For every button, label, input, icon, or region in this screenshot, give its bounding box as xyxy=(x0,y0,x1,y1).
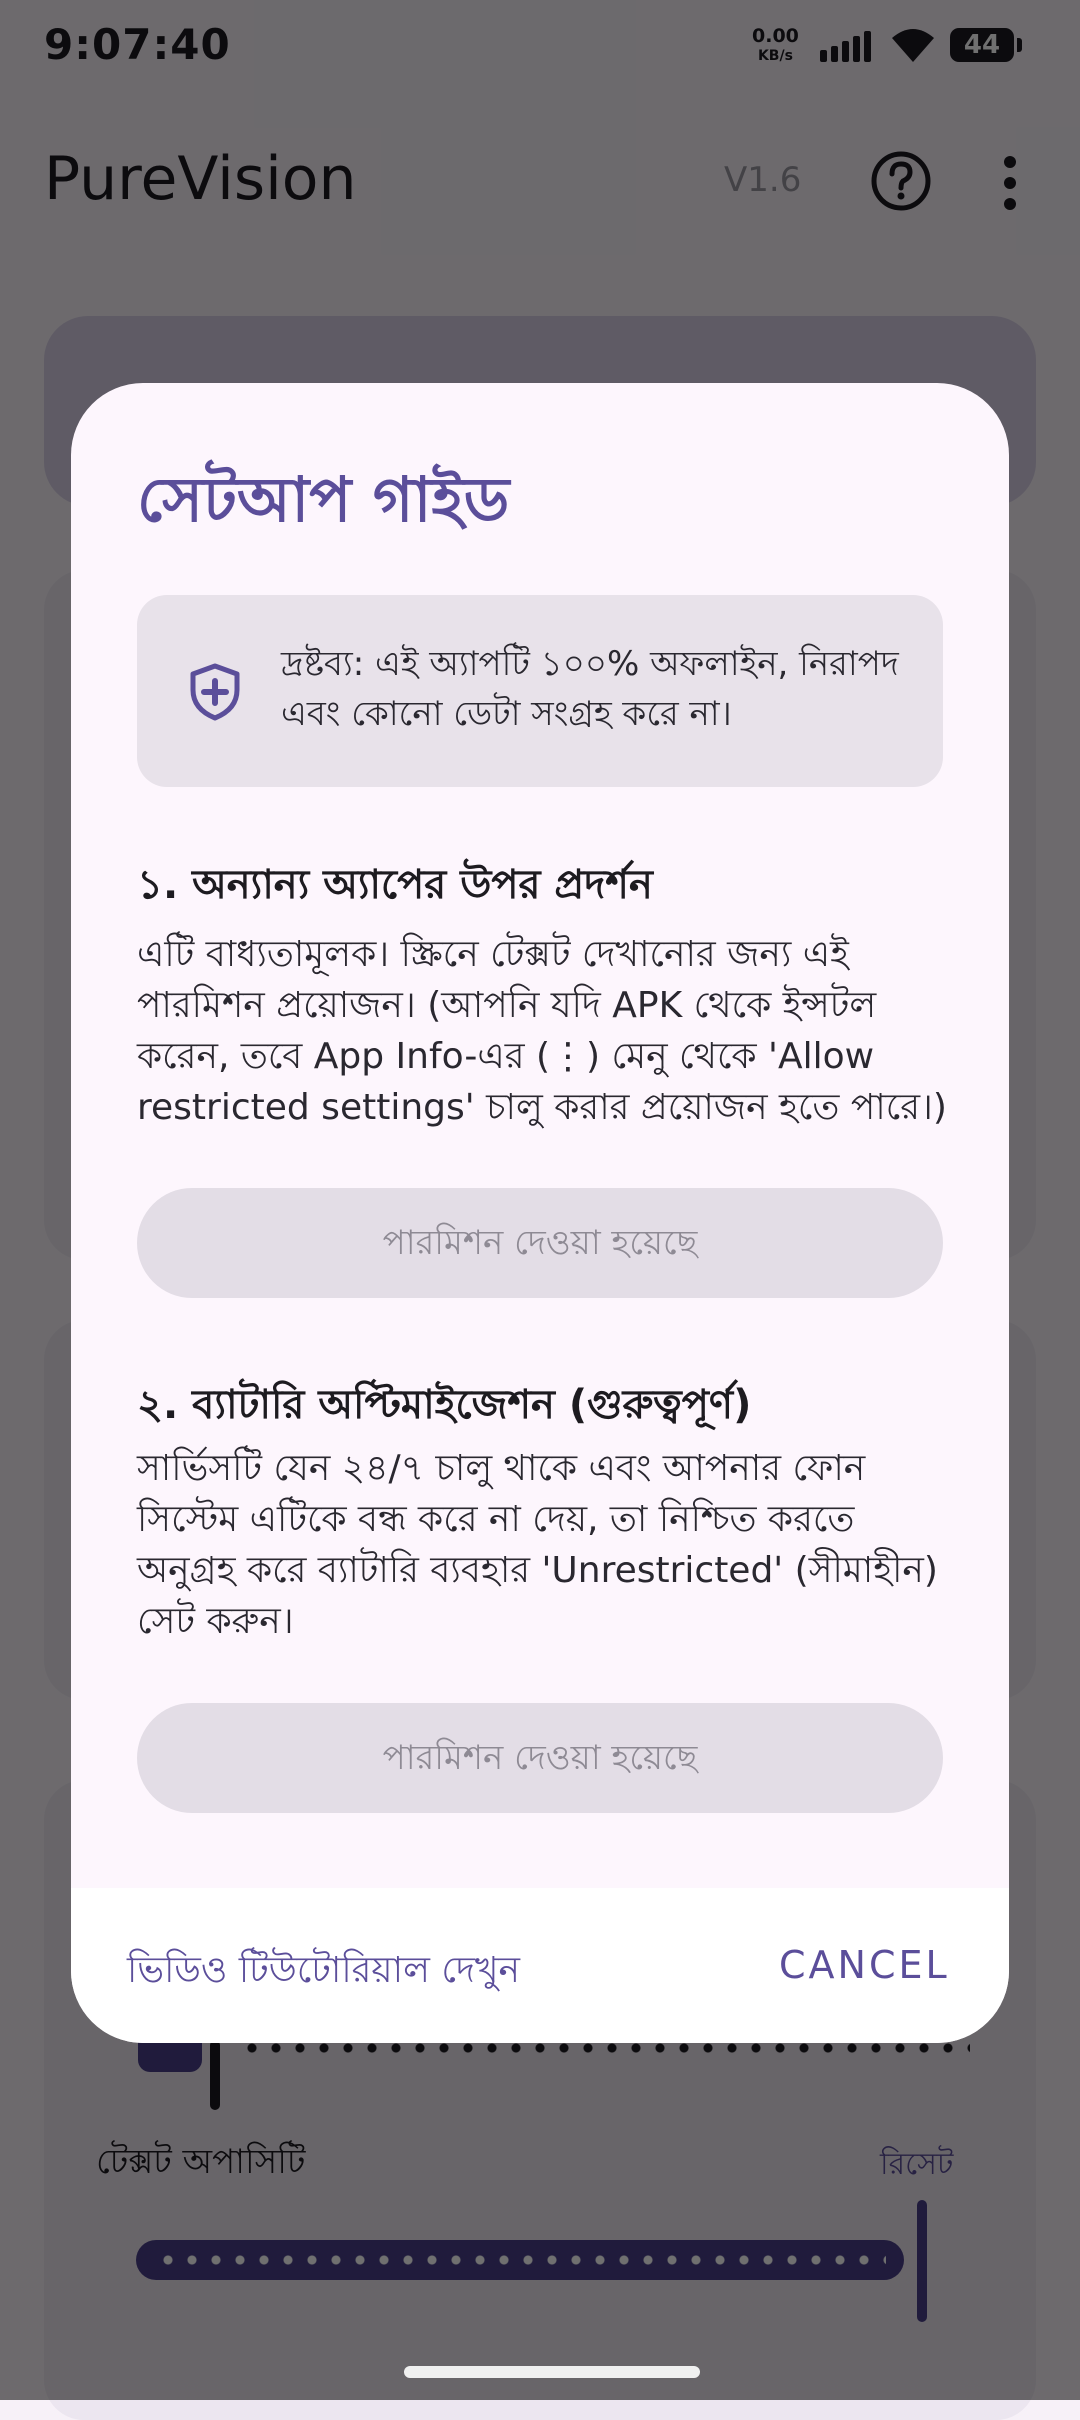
section-overlay-body: এটি বাধ্যতামূলক। স্ক্রিনে টেক্সট দেখানোর জন্য এই পারমিশন প্রয়োজন। (আপনি যদি APK থেকে ইন্সটল করেন, তবে App Info-এর (⋮) মেনু থেকে 'Allow restricted settings' চালু করার প্রয়োজন হতে পারে।) xyxy=(137,934,947,1128)
note-text: দ্রষ্টব্য: এই অ্যাপটি ১০০% অফলাইন, নিরাপদ এবং কোনো ডেটা সংগ্রহ করে না। xyxy=(281,644,899,734)
overlay-permission-button[interactable]: পারমিশন দেওয়া হয়েছে xyxy=(137,1188,943,1298)
setup-guide-dialog xyxy=(71,383,1009,2043)
video-tutorial-button[interactable]: ভিডিও টিউটোরিয়াল দেখুন xyxy=(127,1950,520,1991)
dialog-title: সেটআপ গাইড xyxy=(137,463,510,536)
shield-plus-icon xyxy=(189,663,241,721)
battery-permission-button[interactable]: পারমিশন দেওয়া হয়েছে xyxy=(137,1703,943,1813)
section-battery-body: সার্ভিসটি যেন ২৪/৭ চালু থাকে এবং আপনার ফোন সিস্টেম এটিকে বন্ধ করে না দেয়, তা নিশ্চিত করতে অনুগ্রহ করে ব্যাটারি ব্যবহার 'Unrestricted' (সীমাহীন) সেট করুন। xyxy=(137,1448,938,1642)
offline-note xyxy=(137,595,943,787)
section-overlay-title: ১. অন্যান্য অ্যাপের উপর প্রদর্শন xyxy=(137,862,653,908)
cancel-button[interactable]: CANCEL xyxy=(779,1943,950,1987)
section-battery-title: ২. ব্যাটারি অপ্টিমাইজেশন (গুরুত্বপূর্ণ) xyxy=(137,1382,752,1428)
home-indicator[interactable] xyxy=(404,2366,700,2378)
